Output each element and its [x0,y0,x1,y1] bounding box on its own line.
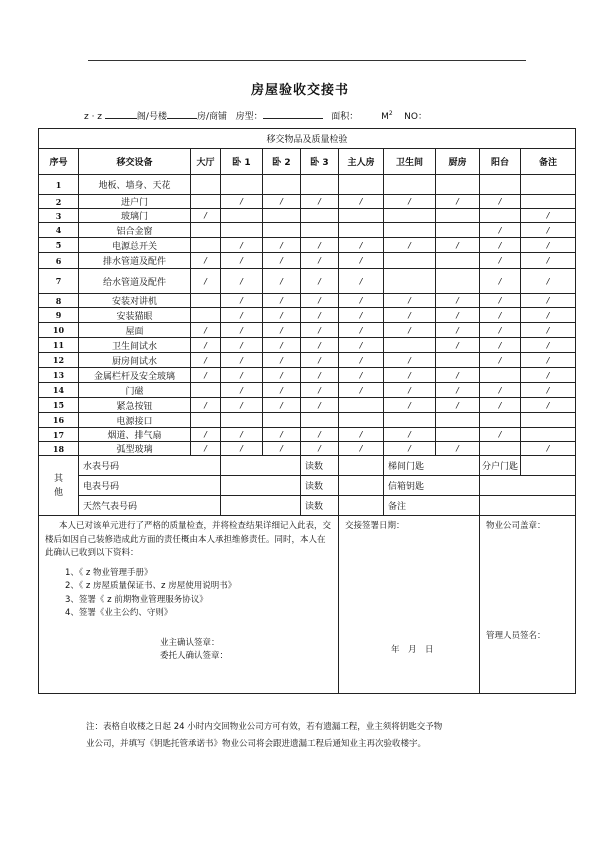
note-line-2: 业公司，并填写《钥匙托管承诺书》物业公司将会跟进遗漏工程后通知业主再次验收楼宇。 [86,739,427,749]
table-row [39,195,576,209]
row-number: 7 [39,269,79,294]
electric-reading-label: 读数 [301,476,339,496]
row-item: 厨房间试水 [79,353,191,368]
check-cell[interactable]: / [339,353,384,368]
check-cell[interactable]: / [480,195,521,209]
check-cell[interactable]: / [521,442,576,456]
check-cell[interactable] [339,398,384,413]
check-cell[interactable] [436,175,480,195]
info-line [84,109,427,122]
table-row [39,398,576,413]
check-cell[interactable]: / [221,398,263,413]
check-cell[interactable] [521,413,576,428]
others-label [39,456,79,516]
check-cell[interactable]: / [339,195,384,209]
check-cell[interactable]: / [436,323,480,338]
check-cell[interactable] [221,209,263,223]
check-cell[interactable]: / [436,398,480,413]
check-cell[interactable]: / [480,383,521,398]
check-cell[interactable] [521,175,576,195]
check-cell[interactable]: / [301,428,339,442]
check-cell[interactable]: / [384,428,436,442]
check-cell[interactable] [301,223,339,238]
check-cell[interactable]: / [384,238,436,253]
row-item: 屋面 [79,323,191,338]
check-cell[interactable]: / [301,294,339,308]
row-number: 18 [39,442,79,456]
check-cell[interactable] [436,413,480,428]
check-cell[interactable] [521,195,576,209]
check-cell[interactable]: / [301,442,339,456]
check-cell[interactable] [436,428,480,442]
row-item: 排水管道及配件 [79,253,191,269]
check-cell[interactable]: / [221,323,263,338]
check-cell[interactable]: / [191,442,221,456]
handover-date-cell [339,516,480,694]
check-cell[interactable]: / [263,442,301,456]
check-cell[interactable]: / [384,442,436,456]
row-item: 地板、墙身、天花 [79,175,191,195]
check-cell[interactable]: / [521,294,576,308]
check-cell[interactable] [191,413,221,428]
check-cell[interactable] [521,428,576,442]
no-label: NO： [404,112,427,122]
check-cell[interactable]: / [384,308,436,323]
gas-meter-field[interactable] [221,496,301,516]
check-cell[interactable]: / [339,253,384,269]
column-header: 卫生间 [384,149,436,175]
check-cell[interactable] [436,223,480,238]
type-label: 房型： [235,112,263,122]
table-row [39,442,576,456]
check-cell[interactable] [384,253,436,269]
check-cell[interactable] [191,195,221,209]
check-cell[interactable] [221,223,263,238]
check-cell[interactable]: / [191,323,221,338]
table-row [39,323,576,338]
table-row [39,413,576,428]
column-header: 卧 3 [301,149,339,175]
check-cell[interactable]: / [521,308,576,323]
row-item: 电源接口 [79,413,191,428]
check-cell[interactable]: / [339,338,384,353]
check-cell[interactable]: / [436,195,480,209]
electric-meter-field[interactable] [221,476,301,496]
top-rule [88,60,526,61]
check-cell[interactable]: / [521,323,576,338]
footer-note [86,719,556,753]
check-cell[interactable] [384,175,436,195]
others-label-1: 其 [53,473,63,484]
check-cell[interactable]: / [221,353,263,368]
row-number: 16 [39,413,79,428]
declaration-paragraph: 本人已对该单元进行了严格的质量检查，并将检查结果详细记入此表，交楼后如因自己装修造成此方面的责任概由本人承担维修责任。同时，本人在此确认已收到以下资料： [45,521,332,558]
handover-date-label: 交接签署日期： [345,521,405,531]
check-cell[interactable] [263,175,301,195]
table-row [39,353,576,368]
water-meter-label: 水表号码 [79,456,221,476]
column-header: 厨房 [436,149,480,175]
column-header: 卧 1 [221,149,263,175]
check-cell[interactable]: / [480,353,521,368]
row-number: 10 [39,323,79,338]
check-cell[interactable]: / [263,269,301,294]
electric-meter-label: 电表号码 [79,476,221,496]
check-cell[interactable]: / [521,223,576,238]
check-cell[interactable]: / [480,253,521,269]
row-number: 5 [39,238,79,253]
stair-key-label: 梯间门匙 [384,456,480,476]
proxy-sign-label: 委托人确认签章： [160,651,229,661]
check-cell[interactable]: / [263,195,301,209]
check-cell[interactable] [339,175,384,195]
row-number: 15 [39,398,79,413]
check-cell[interactable] [301,209,339,223]
declaration-item: 3、签署《 z 前期物业管理服务协议》 [65,594,208,605]
gas-reading-field[interactable] [339,496,384,516]
table-row [39,428,576,442]
row-item: 弧型玻璃 [79,442,191,456]
check-cell[interactable] [384,223,436,238]
row-item: 安装猫眼 [79,308,191,323]
row-item: 进户门 [79,195,191,209]
check-cell[interactable]: / [263,294,301,308]
declaration-item: 4、签署《业主公约、守则》 [65,608,173,618]
manager-sign-label: 管理人员签名： [486,631,546,641]
check-cell[interactable] [480,209,521,223]
check-cell[interactable]: / [384,195,436,209]
check-cell[interactable]: / [436,442,480,456]
check-cell[interactable]: / [263,323,301,338]
row-number: 3 [39,209,79,223]
check-cell[interactable] [339,223,384,238]
check-cell[interactable]: / [384,368,436,383]
section-title-row [39,129,576,149]
check-cell[interactable] [436,253,480,269]
declaration-item: 2、《 z 房屋质量保证书、z 房屋使用说明书》 [65,581,237,591]
check-cell[interactable]: / [480,338,521,353]
company-cell [480,516,576,694]
remark-label: 备注 [384,496,480,516]
check-cell[interactable]: / [339,368,384,383]
check-cell[interactable]: / [436,338,480,353]
others-label-2: 他 [53,487,63,498]
row-number: 17 [39,428,79,442]
unit-sup: 2 [388,110,393,117]
check-cell[interactable] [191,238,221,253]
row-number: 1 [39,175,79,195]
check-cell[interactable]: / [384,353,436,368]
check-cell[interactable]: / [191,398,221,413]
column-header: 卧 2 [263,149,301,175]
check-cell[interactable]: / [384,294,436,308]
check-cell[interactable] [384,338,436,353]
row-item: 门磁 [79,383,191,398]
row-item: 电源总开关 [79,238,191,253]
electric-reading-field[interactable] [339,476,384,496]
row-number: 8 [39,294,79,308]
remark-field[interactable] [480,496,576,516]
others-row [39,476,576,496]
check-cell[interactable]: / [221,442,263,456]
check-cell[interactable]: / [263,338,301,353]
others-row [39,456,576,476]
gas-meter-label: 天然气表号码 [79,496,221,516]
signature-row [39,516,576,694]
check-cell[interactable] [480,175,521,195]
check-cell[interactable] [191,223,221,238]
row-item: 玻璃门 [79,209,191,223]
ge-blank [105,109,137,119]
check-cell[interactable]: / [301,368,339,383]
water-reading-label: 读数 [301,456,339,476]
area-label: 面积： [331,112,359,122]
check-cell[interactable] [436,353,480,368]
check-cell[interactable]: / [384,323,436,338]
check-cell[interactable]: / [436,368,480,383]
check-cell[interactable]: / [339,442,384,456]
column-header: 序号 [39,149,79,175]
unit-key-label: 分户门匙 [480,456,521,476]
check-cell[interactable] [263,413,301,428]
column-header: 备注 [521,149,576,175]
check-cell[interactable]: / [480,238,521,253]
check-cell[interactable]: / [221,383,263,398]
column-header: 移交设备 [79,149,191,175]
document-title: 房屋验收交接书 [250,83,349,98]
check-cell[interactable] [191,294,221,308]
check-cell[interactable]: / [480,428,521,442]
check-cell[interactable]: / [263,308,301,323]
row-item: 卫生间试水 [79,338,191,353]
table-row [39,368,576,383]
check-cell[interactable]: / [301,238,339,253]
table-row [39,175,576,195]
check-cell[interactable] [339,413,384,428]
table-row [39,223,576,238]
row-number: 6 [39,253,79,269]
check-cell[interactable]: / [301,269,339,294]
check-cell[interactable]: / [191,209,221,223]
column-header-row [39,149,576,175]
check-cell[interactable] [339,209,384,223]
check-cell[interactable]: / [521,209,576,223]
check-cell[interactable]: / [301,338,339,353]
check-cell[interactable]: / [263,383,301,398]
check-cell[interactable]: / [480,223,521,238]
row-number: 9 [39,308,79,323]
type-blank [263,109,323,119]
unit-label: M [381,112,389,122]
row-number: 13 [39,368,79,383]
row-item: 金属栏杆及安全玻璃 [79,368,191,383]
check-cell[interactable]: / [480,308,521,323]
check-cell[interactable] [221,413,263,428]
check-cell[interactable]: / [221,368,263,383]
check-cell[interactable]: / [221,269,263,294]
others-row [39,496,576,516]
check-cell[interactable]: / [301,195,339,209]
check-cell[interactable]: / [263,398,301,413]
check-cell[interactable]: / [191,338,221,353]
table-row [39,338,576,353]
declaration-item: 1、《 z 物业管理手册》 [65,567,153,578]
fang-label: 房/商铺 [196,112,227,122]
unit-key-field[interactable] [521,456,576,476]
row-number: 11 [39,338,79,353]
building-blank [167,109,197,119]
check-cell[interactable]: / [339,428,384,442]
handover-table [38,128,576,694]
check-cell[interactable]: / [521,368,576,383]
check-cell[interactable]: / [221,238,263,253]
check-cell[interactable]: / [384,398,436,413]
table-row [39,253,576,269]
check-cell[interactable]: / [521,398,576,413]
check-cell[interactable]: / [301,398,339,413]
check-cell[interactable]: / [521,269,576,294]
owner-sign-label: 业主确认签章： [160,637,220,648]
check-cell[interactable]: / [521,253,576,269]
check-cell[interactable]: / [263,428,301,442]
row-item: 给水管道及配件 [79,269,191,294]
check-cell[interactable]: / [191,253,221,269]
check-cell[interactable]: / [191,368,221,383]
check-cell[interactable] [191,383,221,398]
table-row [39,308,576,323]
row-number: 2 [39,195,79,209]
section-title: 移交物品及质量检验 [39,129,576,149]
check-cell[interactable] [436,209,480,223]
check-cell[interactable]: / [436,294,480,308]
check-cell[interactable]: / [521,353,576,368]
check-cell[interactable]: / [436,383,480,398]
check-cell[interactable]: / [221,338,263,353]
column-header: 阳台 [480,149,521,175]
check-cell[interactable]: / [301,323,339,338]
declaration-cell [39,516,339,694]
check-cell[interactable]: / [191,353,221,368]
check-cell[interactable]: / [263,353,301,368]
check-cell[interactable] [301,413,339,428]
check-cell[interactable] [480,442,521,456]
table-row [39,269,576,294]
info-prefix: z · z [84,112,103,122]
check-cell[interactable] [263,209,301,223]
company-seal-label: 物业公司盖章： [486,521,546,531]
check-cell[interactable]: / [436,238,480,253]
check-cell[interactable]: / [191,269,221,294]
check-cell[interactable] [436,269,480,294]
check-cell[interactable]: / [221,253,263,269]
check-cell[interactable]: / [339,294,384,308]
row-item: 安装对讲机 [79,294,191,308]
check-cell[interactable] [384,209,436,223]
check-cell[interactable]: / [521,383,576,398]
check-cell[interactable]: / [221,195,263,209]
row-item: 紧急按钮 [79,398,191,413]
table-row [39,383,576,398]
ge-label: 阁/号楼 [136,112,167,122]
check-cell[interactable]: / [301,308,339,323]
check-cell[interactable]: / [263,253,301,269]
check-cell[interactable]: / [480,269,521,294]
check-cell[interactable]: / [480,398,521,413]
check-cell[interactable]: / [339,269,384,294]
table-row [39,209,576,223]
row-number: 4 [39,223,79,238]
mailbox-key-label: 信箱钥匙 [384,476,480,496]
check-cell[interactable] [480,413,521,428]
water-reading-field[interactable] [339,456,384,476]
check-cell[interactable] [221,175,263,195]
check-cell[interactable]: / [301,383,339,398]
check-cell[interactable]: / [339,323,384,338]
row-number: 12 [39,353,79,368]
check-cell[interactable]: / [301,353,339,368]
mailbox-key-field[interactable] [480,476,576,496]
table-row [39,294,576,308]
check-cell[interactable]: / [339,308,384,323]
check-cell[interactable]: / [263,238,301,253]
check-cell[interactable]: / [263,368,301,383]
date-ymd: 年 月 日 [391,645,434,655]
check-cell[interactable] [480,368,521,383]
check-cell[interactable]: / [384,383,436,398]
check-cell[interactable]: / [521,238,576,253]
check-cell[interactable]: / [221,294,263,308]
check-cell[interactable] [384,413,436,428]
row-number: 14 [39,383,79,398]
water-meter-field[interactable] [221,456,301,476]
check-cell[interactable]: / [339,383,384,398]
table-row [39,238,576,253]
check-cell[interactable]: / [521,338,576,353]
check-cell[interactable]: / [301,253,339,269]
note-line-1: 注：表格自收楼之日起 24 小时内交回物业公司方可有效，若有遗漏工程，业主须将钥匙交予物 [86,722,443,732]
check-cell[interactable] [263,223,301,238]
check-cell[interactable] [191,175,221,195]
check-cell[interactable]: / [221,428,263,442]
check-cell[interactable]: / [436,308,480,323]
check-cell[interactable]: / [221,308,263,323]
column-header: 大厅 [191,149,221,175]
check-cell[interactable]: / [191,428,221,442]
row-item: 铝合金窗 [79,223,191,238]
check-cell[interactable] [384,269,436,294]
check-cell[interactable] [301,175,339,195]
gas-reading-label: 读数 [301,496,339,516]
check-cell[interactable] [191,308,221,323]
check-cell[interactable]: / [480,294,521,308]
column-header: 主人房 [339,149,384,175]
check-cell[interactable]: / [480,323,521,338]
row-item: 烟道、排气扇 [79,428,191,442]
check-cell[interactable]: / [339,238,384,253]
